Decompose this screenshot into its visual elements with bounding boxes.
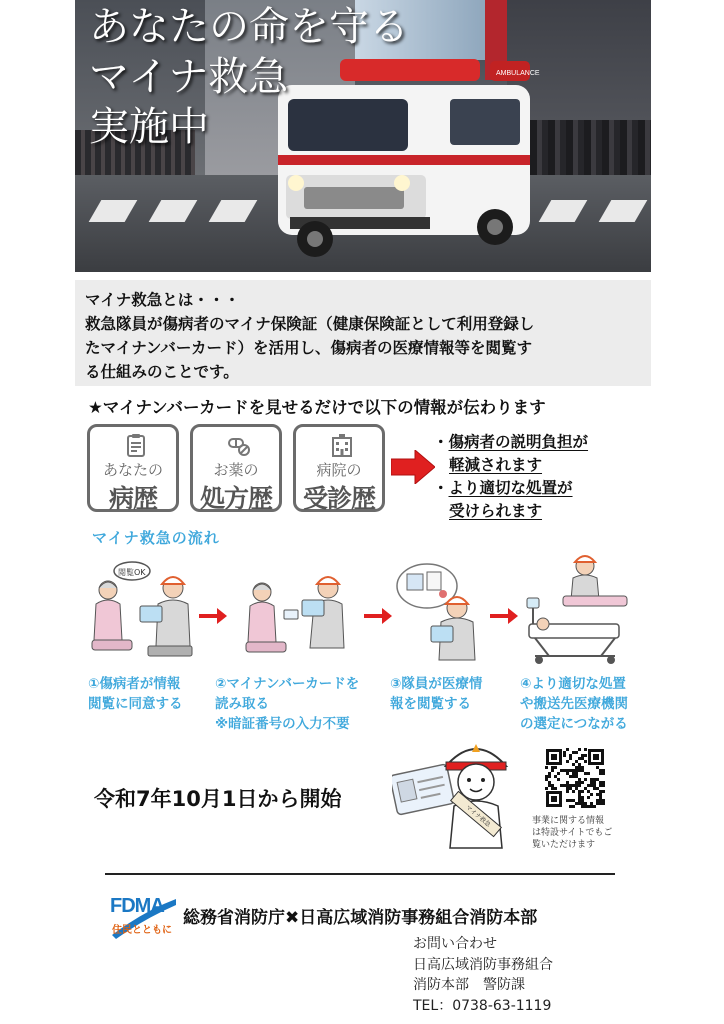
organization-name: 総務省消防庁✖日高広域消防事務組合消防本部 [183,908,538,928]
qr-note-line: は特設サイトでもご [532,828,613,838]
flow-step-line: 閲覧に同意する [88,696,183,712]
flow-illustration-transport [515,552,635,670]
info-box-label: 病院の [316,461,362,479]
flow-step-2 [215,674,359,734]
flow-arrow-icon [364,608,392,624]
benefit-text: 傷病者の説明負担が [448,433,589,451]
flow-step-line: や搬送先医療機関 [520,696,628,712]
definition-line: マイナ救急とは・・・ [85,291,240,309]
benefit-bullet: ・ [433,479,449,497]
qr-note-line: 事業に関する情報 [532,816,605,826]
hero-title-line: マイナ救急 [89,54,289,100]
benefit-item [433,477,588,500]
contact-line: お問い合わせ [413,936,497,952]
flow-arrow-icon [490,608,518,624]
contact-line: 消防本部 警防課 [413,977,525,993]
info-box-prescription [190,424,282,512]
info-box-title: 処方歴 [199,484,272,513]
flow-step-line: 読み取る [215,696,269,712]
clipboard-icon [124,433,148,457]
benefit-text: 軽減されます [449,456,543,474]
definition-line: る仕組みのことです。 [85,363,239,381]
flow-step-line: 報を閲覧する [390,696,471,712]
fdma-logo-text: FDMA [110,895,164,917]
benefit-item-cont [433,500,588,523]
info-box-title: 病歴 [108,484,157,513]
benefit-text: 受けられます [449,502,543,520]
benefit-item [433,431,588,454]
flow-arrow-icon [199,608,227,624]
flow-illustration-viewing [395,560,485,670]
start-date: 令和7年10月1日から開始 [94,787,342,811]
info-box-medical-history [87,424,179,512]
pill-icon [227,433,251,457]
footer-divider [105,873,615,875]
crowd-right [530,120,651,180]
flow-step-line: ①傷病者が情報 [88,676,181,692]
qr-note [532,815,632,851]
flow-step-note: ※暗証番号の入力不要 [215,716,350,732]
fdma-logo [110,891,178,941]
fdma-logo-sub: 住民とともに [112,925,172,936]
hero-title-line: 実施中 [89,104,209,150]
qr-note-line: 覧いただけます [532,840,596,850]
mascot-sash-text: マイナ救急 [464,803,492,829]
benefit-text: より適切な処置が [448,479,573,497]
flow-step-3 [390,674,482,714]
info-box-label: あなたの [102,461,163,479]
flow-step-line: ③隊員が医療情 [390,676,483,692]
qr-code-icon[interactable] [545,748,605,808]
flow-title: マイナ救急の流れ [92,529,220,547]
benefit-item-cont [433,454,588,477]
benefits-list [433,431,588,523]
info-headline: ★マイナンバーカードを見せるだけで以下の情報が伝わります [88,398,546,417]
flow-step-line: ④より適切な処置 [520,676,626,692]
flow-illustration-consent [88,560,196,670]
firefighter-mascot [392,736,518,854]
contact-line: 日高広域消防事務組合 [413,956,553,973]
flow-step-1 [88,674,183,714]
hero-title-line: あなたの命を守る [89,4,409,50]
contact-phone: TEL：0738-63-1119 [413,997,552,1014]
flow-step-line: の選定につながる [520,716,628,732]
definition-line: たマイナンバーカード）を活用し、傷病者の医療情報等を閲覧す [85,339,533,357]
hospital-icon [330,433,354,457]
definition-line: 救急隊員が傷病者のマイナ保険証（健康保険証として利用登録し [85,315,535,333]
hero-photo [75,0,651,272]
red-arrow-icon [391,450,435,484]
info-box-visit-history [293,424,385,512]
flow-step-4 [520,674,628,734]
info-box-label: お薬の [213,461,259,479]
contact-info [413,934,553,1016]
definition-box [75,280,651,386]
info-box-title: 受診歴 [302,484,375,513]
ambulance-sign: AMBULANCE [496,70,540,77]
benefit-bullet: ・ [433,433,449,451]
consent-bubble-text: 閲覧OK [118,568,146,577]
flow-illustration-card-reading [240,560,352,670]
hero-title [89,2,409,152]
flow-step-line: ②マイナンバーカードを [215,676,360,692]
